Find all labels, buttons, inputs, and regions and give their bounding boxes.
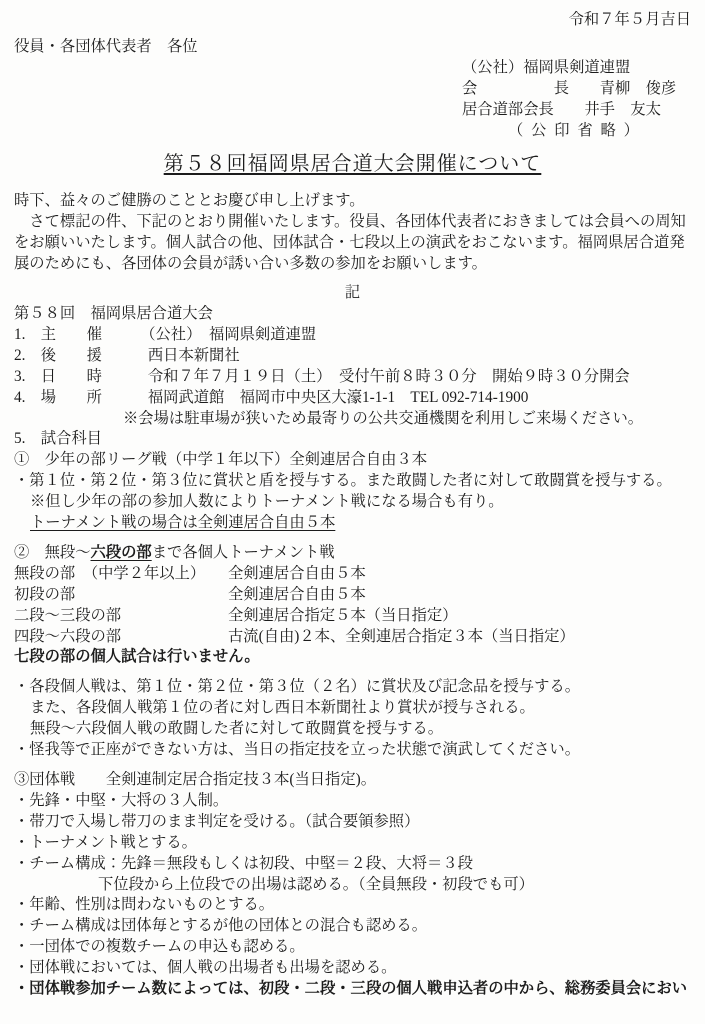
doc-line (14, 191, 691, 212)
doc-text-segment: ・先鋒・中堅・大将の３人制。 (14, 791, 229, 809)
doc-text-segment: ・第１位・第２位・第３位に賞状と盾を授与する。また敢闘した者に対して敢闘賞を授与する。 (14, 472, 672, 490)
doc-line (14, 388, 691, 409)
doc-line (14, 304, 691, 325)
doc-text-segment: ① 少年の部リーグ戦（中学１年以下）全剣連居合自由３本 (14, 451, 428, 469)
doc-line (14, 875, 691, 896)
doc-line (14, 409, 691, 430)
doc-text-segment: 七段の部の個人試合は行いません。 (14, 648, 260, 666)
doc-text-segment: ・一団体での複数チームの申込も認める。 (14, 938, 305, 956)
sender-org: （公社）福岡県剣道連盟 (462, 58, 631, 76)
doc-text-segment: 展のためにも、各団体の会員が誘い合い多数の参加をお願いします。 (14, 255, 487, 273)
doc-text-segment: さて標記の件、下記のとおり開催いたします。役員、各団体代表者におきましては会員への周知 (14, 213, 686, 231)
doc-line (14, 627, 691, 648)
doc-text-segment: トーナメント戦の場合は全剣連居合自由５本 (30, 514, 336, 532)
doc-line (14, 346, 691, 367)
doc-col-value: 全剣連居合指定５本（当日指定） (228, 606, 458, 624)
doc-text-segment: ③団体戦 全剣連制定居合指定技３本(当日指定)。 (14, 771, 377, 788)
doc-text-segment: ・トーナメント戦とする。 (14, 833, 197, 851)
doc-text-segment: ・年齢、性別は問わないものとする。 (14, 896, 275, 914)
addressee: 役員・各団体代表者 各位 (14, 37, 198, 55)
doc-text-segment: ・怪我等で正座ができない方は、当日の指定技を立った状態で演武してください。 (14, 741, 580, 759)
doc-col-value: 古流(自由)２本、全剣連居合指定３本（当日指定） (228, 627, 575, 645)
doc-col-value: 全剣連居合自由５本 (228, 585, 366, 603)
doc-line (14, 916, 691, 937)
doc-line (14, 740, 691, 761)
doc-line (14, 471, 691, 492)
doc-text-segment: ・チーム構成は団体毎とするが他の団体との混合も認める。 (14, 917, 428, 935)
doc-text-segment: 1. 主 催 （公社） 福岡県剣道連盟 (14, 325, 317, 343)
doc-text-segment: まで各個人トーナメント戦 (151, 543, 335, 561)
doc-text-segment: をお願いいたします。個人試合の他、団体試合・七段以上の演武をおこないます。福岡県居合道発 (14, 234, 685, 252)
doc-line (14, 450, 691, 471)
doc-line (14, 585, 691, 606)
doc-text-segment: ・帯刀で入場し帯刀のまま判定を受ける。（試合要領参照） (14, 812, 420, 830)
doc-text-segment: 時下、益々のご健勝のこととお慶び申し上げます。 (14, 192, 365, 210)
doc-text-segment: 六段の部 (90, 543, 152, 561)
sender-division-head: 居合道部会長 井手 友太 (462, 100, 661, 118)
doc-line (14, 698, 691, 719)
doc-text-segment: ・各段個人戦は、第１位・第２位・第３位（２名）に賞状及び記念品を授与する。 (14, 678, 580, 696)
doc-line (14, 958, 691, 979)
doc-line (14, 254, 691, 275)
doc-line (14, 937, 691, 958)
doc-line (14, 325, 691, 346)
doc-text-segment: 2. 後 援 西日本新聞社 (14, 346, 240, 364)
doc-text-segment: 無段～六段個人戦の敢闘した者に対して敢闘賞を授与する。 (30, 720, 444, 738)
doc-line (14, 854, 691, 875)
sender-president: 会 長 青柳 俊彦 (462, 79, 677, 97)
doc-col-label: 二段～三段の部 (14, 606, 122, 624)
document-title-text: 第５８回福岡県居合道大会開催について (163, 153, 542, 176)
doc-line (14, 812, 691, 833)
sender-block (462, 58, 691, 142)
doc-line (14, 233, 691, 254)
doc-col-label: 四段～六段の部 (14, 627, 122, 645)
doc-line (14, 647, 691, 668)
doc-text-segment: ・チーム構成：先鋒＝無段もしくは初段、中堅＝２段、大将＝３段 (14, 854, 473, 872)
doc-line (14, 770, 691, 791)
doc-text-segment: ・団体戦参加チーム数によっては、初段・二段・三段の個人戦申込者の中から、総務委員会におい (14, 980, 688, 998)
doc-text-segment: ② 無段～ (14, 543, 91, 561)
doc-line (14, 564, 691, 585)
doc-text-segment: 下位段から上位段での出場は認める。（全員無段・初段でも可） (98, 875, 534, 893)
document-title (14, 150, 691, 178)
document-date: 令和７年５月吉日 (568, 11, 691, 28)
doc-line (14, 979, 691, 1000)
doc-line (14, 791, 691, 812)
doc-text-segment: ※但し少年の部の参加人数によりトーナメント戦になる場合も有り。 (30, 493, 504, 511)
doc-text-segment: ・団体戦においては、個人戦の出場者も出場を認める。 (14, 959, 397, 977)
document-body (14, 191, 691, 1000)
doc-text-segment: また、各段個人戦第１位の者に対し西日本新聞社より賞状が授与される。 (30, 699, 535, 717)
doc-line (14, 367, 691, 388)
doc-text-segment: 5. 試合科目 (14, 430, 102, 448)
doc-line (14, 719, 691, 740)
doc-col-value: 全剣連居合自由５本 (228, 564, 366, 582)
doc-col-label: 初段の部 (14, 585, 76, 603)
doc-text-segment: 3. 日 時 令和７年７月１９日（土） 受付午前８時３０分 開始９時３０分開会 (14, 367, 630, 385)
doc-line (14, 283, 691, 304)
seal-omitted-note: （ 公 印 省 略 ） (508, 121, 641, 139)
doc-line (14, 833, 691, 854)
doc-line (14, 212, 691, 233)
doc-line (14, 677, 691, 698)
doc-line (14, 543, 691, 564)
doc-line (14, 429, 691, 450)
doc-text-segment: 4. 場 所 福岡武道館 福岡市中央区大濠1-1-1 TEL 092-714-1900 (14, 388, 529, 406)
doc-text-segment: 記 (344, 284, 361, 302)
doc-col-label: 無段の部 （中学２年以上） (14, 564, 206, 582)
doc-line (14, 513, 691, 534)
doc-line (14, 492, 691, 513)
doc-text-segment: 第５８回 福岡県居合道大会 (14, 304, 213, 322)
doc-line (14, 895, 691, 916)
doc-line (14, 606, 691, 627)
doc-text-segment: ※会場は駐車場が狭いため最寄りの公共交通機関を利用しご来場ください。 (123, 409, 644, 427)
